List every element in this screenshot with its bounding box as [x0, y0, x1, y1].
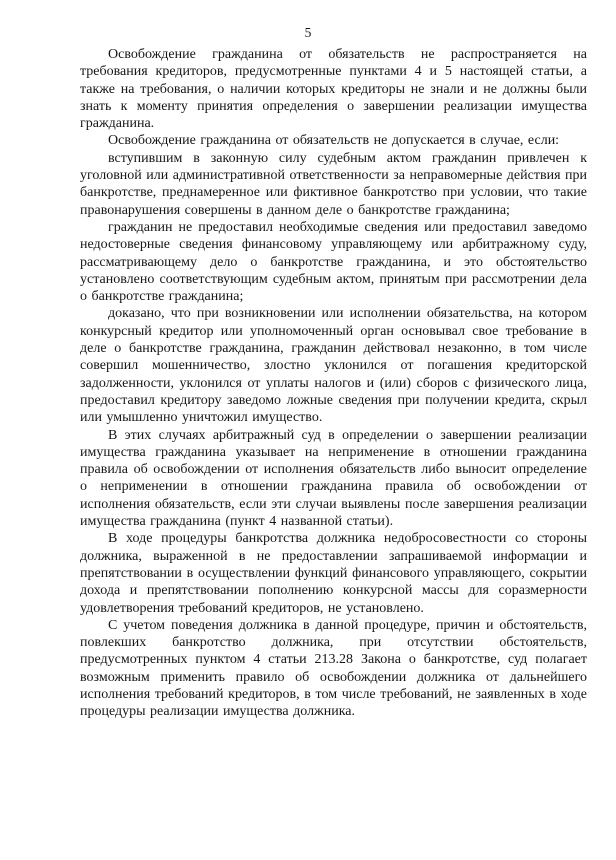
paragraph-release-not-allowed: Освобождение гражданина от обязательств не допускается в случае, если: [108, 133, 560, 149]
paragraph-condition-false-information: гражданин не предоставил необходимые сведения или предоставил заведомо недостоверные сведения финансовому управляющему или арбитражному суду, рассматривающему дело о банкротстве гражданина, и это обстоятельство установлено соответствующим судебным актом, принятым при рассмотрении дела о банкротстве гражданина; [80, 219, 587, 305]
document-body [80, 46, 587, 721]
paragraph-condition-liability: вступившим в законную силу судебным актом гражданин привлечен к уголовной или административной ответственности за неправомерные действия при банкротстве, преднамеренное или фиктивное банкротство при условии, что такие правонарушения совершены в данном деле о банкротстве гражданина; [80, 150, 587, 218]
paragraph-release-scope: Освобождение гражданина от обязательств не распространяется на требования кредиторов, предусмотренные пунктами 4 и 5 настоящей статьи, а также на требования, о наличии которых кредиторы не знали и не должны были знать к моменту принятия определения о завершении реализации имущества гражданина. [80, 47, 587, 132]
paragraph-court-ruling-nonapplication: В этих случаях арбитражный суд в определении о завершении реализации имущества гражданина указывает на неприменение в отношении гражданина правила об освобождении от исполнения обязательств либо выносит определение о неприменении в отношении гражданина правила об освобождении от исполнения обязательств, если эти случаи выявлены после завершения реализации имущества гражданина (пункт 4 названной статьи). [80, 427, 587, 530]
paragraph-no-bad-faith-found: В ходе процедуры банкротства должника недобросовестности со стороны должника, выраженной в не предоставлении запрашиваемой информации и препятствовании в осуществлении функций финансового управляющего, сокрытии дохода и препятствовании пополнению конкурсной массы для соразмерности удовлетворения требований кредиторов, не установлено. [80, 531, 587, 616]
page-number: 5 [304, 25, 312, 40]
paragraph-condition-unlawful-actions: доказано, что при возникновении или исполнении обязательства, на котором конкурсный кредитор или уполномоченный орган основывал свое требование в деле о банкротстве гражданина, гражданин действовал незаконно, в том числе совершил мошенничество, злостно уклонился от погашения кредиторской задолженности, уклонился от уплаты налогов и (или) сборов с физического лица, предоставил кредитору заведомо ложные сведения при получении кредита, скрыл или умышленно уничтожил имущество. [80, 306, 587, 426]
paragraph-court-conclusion: С учетом поведения должника в данной процедуре, причин и обстоятельств, повлекших банкротство должника, при отсутствии обстоятельств, предусмотренных пунктом 4 статьи 213.28 Закона о банкротстве, суд полагает возможным применить правило об освобождении должника от дальнейшего исполнения требований кредиторов, в том числе требований, не заявленных в ходе процедуры реализации имущества должника. [80, 617, 587, 720]
